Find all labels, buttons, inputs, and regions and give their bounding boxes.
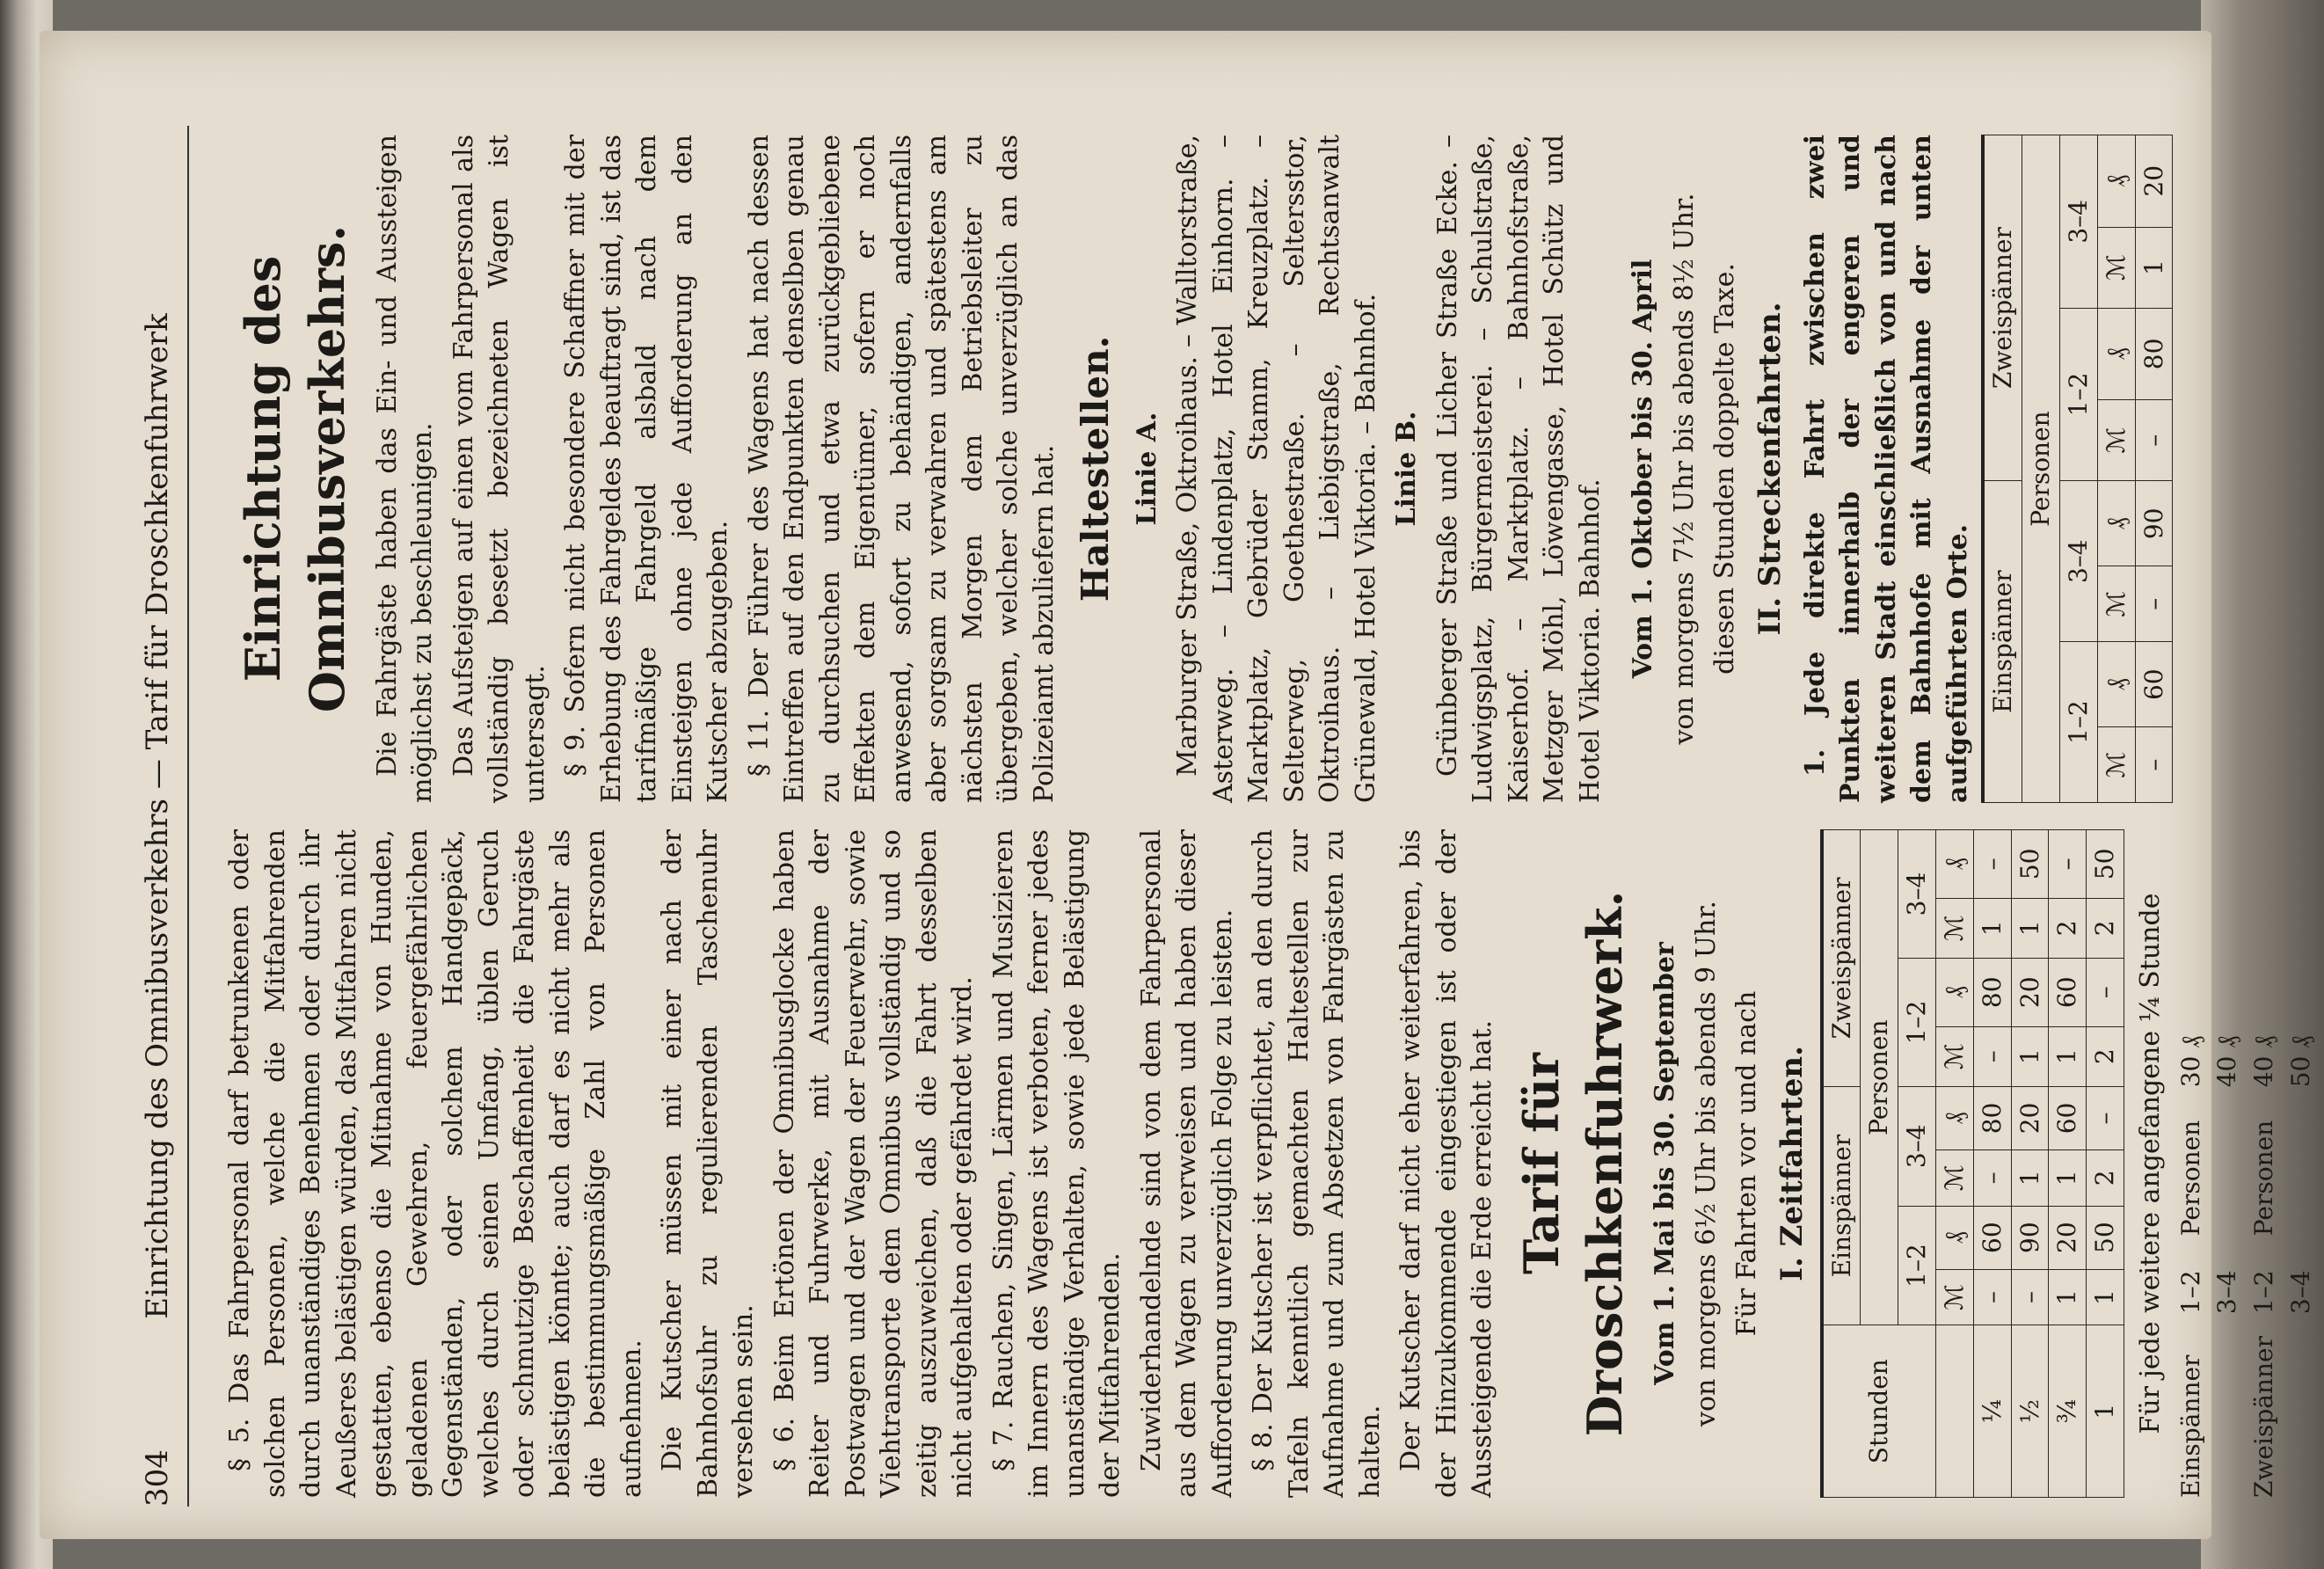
linie-a-heading: Linie A. (1131, 412, 1162, 526)
cell: 50 (2087, 830, 2124, 899)
paragraph-11: § 11. Der Führer des Wagens hat nach dessen Eintreffen auf den Endpunkten denselben genau zu durchsuchen und etwa zurückgebliebene Effekten dem Eigentümer, sofern er noch anwesend, sofort zu behändigen, andernfalls aber sorgsam zu verwahren und spätestens am nächsten Morgen dem Betriebsleiter zu übergeben, welcher solche unverzüglich an das Polizeiamt abzuliefern hat. (743, 135, 1060, 803)
cell: 1 (2011, 1026, 2049, 1086)
unit-pf: ₰ (2097, 642, 2135, 727)
cell: 1 (2135, 227, 2173, 308)
extra-rate-row (2284, 829, 2318, 1498)
paragraph-8: § 8. Der Kutscher ist verpflichtet, an den durch Tafeln kenntlich gemachten Haltestellen zur Aufnahme und zum Absetzen von Fahrgästen zu halten. (1248, 829, 1386, 1498)
cell: 2 (2087, 898, 2124, 958)
right-column (222, 135, 2182, 803)
col-einspaenner: Einspänner (1983, 481, 2022, 803)
paragraph-8b: Der Kutscher darf nicht eher weiterfahren, bis der Hinzukommende eingestiegen ist oder der Aussteigende die Erde erreicht hat. (1395, 829, 1497, 1498)
table-row (2011, 830, 2049, 1498)
cell: 20 (2011, 959, 2049, 1026)
col-zweispaenner: Zweispänner (1983, 135, 2022, 481)
cell: – (2011, 1269, 2049, 1325)
cell: 60 (2135, 642, 2173, 727)
cell: 90 (2011, 1206, 2049, 1269)
row-stunden: ¾ (2049, 1325, 2087, 1498)
grp-header: 3–4 (2059, 135, 2097, 309)
extra-quarter-title: Für jede weitere angefangene ¼ Stunde (2135, 893, 2167, 1434)
extra-pers: 3–4 (2212, 1270, 2242, 1315)
table-row (2049, 830, 2087, 1498)
cell: – (2087, 959, 2124, 1026)
grp-header: 3–4 (1898, 830, 1936, 959)
cell: 1 (1973, 898, 2011, 958)
table-row (2135, 135, 2173, 803)
grp-header: 1–2 (2059, 642, 2097, 803)
cell: 1 (2011, 898, 2049, 958)
cell: 1 (2049, 1269, 2087, 1325)
col-personen: Personen (2022, 135, 2060, 803)
extra-rate-row (2175, 829, 2208, 1498)
paragraph-6: § 6. Beim Ertönen der Omnibusglocke haben Reiter und Fuhrwerke, mit Ausnahme der Postwagen und der Wagen der Feuerwehr, sowie Viehtransporte dem Omnibus vollständig und so zeitig auszuweichen, daß die Fahrt desselben nicht aufgehalten oder gefährdet wird. (769, 829, 978, 1498)
section-zeitfahrten: I. Zeitfahrten. (1774, 1046, 1810, 1281)
row-stunden: ½ (2011, 1325, 2049, 1498)
extra-pers: 1–2 (2249, 1270, 2279, 1315)
cell: 60 (2049, 1086, 2087, 1149)
tarif-title: Tarif für Droschkenfuhrwerk. (1512, 890, 1634, 1437)
season-summer-hours: von morgens 6½ Uhr bis abends 9 Uhr. (1690, 901, 1722, 1427)
extra-pers: 3–4 (2285, 1270, 2315, 1315)
extra-personen: Personen (2175, 1120, 2205, 1237)
cell: – (2049, 830, 2087, 899)
cell: 60 (1973, 1206, 2011, 1269)
linie-b-stops: Grünberger Straße und Licher Straße Ecke. – Ludwigsplatz, Bürgermeisterei. – Schulstraße, Kaiserhof. – Marktplatz. – Bahnhofstraße, Metzger Möhl, Löwengasse, Hotel Schütz und Hotel Viktoria. Bahnhof. (1432, 135, 1606, 803)
unit-pf: ₰ (1936, 1086, 1974, 1149)
extra-amount: 30 ₰ (2175, 1035, 2205, 1088)
unit-mark: ℳ (1936, 1026, 1974, 1086)
left-column (222, 829, 2321, 1498)
grp-header: 1–2 (1898, 1206, 1936, 1325)
cell: 2 (2049, 898, 2087, 958)
page-number: 304 (140, 1449, 175, 1507)
extra-amount: 40 ₰ (2212, 1035, 2242, 1088)
unit-mark: ℳ (2097, 227, 2135, 308)
grp-header: 3–4 (1898, 1086, 1936, 1206)
unit-pf: ₰ (2097, 135, 2135, 228)
haltestellen-heading: Haltestellen. (1074, 335, 1118, 602)
zeitfahrten-table (1820, 829, 2124, 1498)
running-header (135, 126, 189, 1507)
cell: 60 (2049, 959, 2087, 1026)
streckenfahrten-table (1981, 135, 2173, 803)
paragraph-b: Das Aufsteigen auf einen vom Fahrpersonal als vollständig besetzt bezeichneten Wagen ist untersagt. (448, 135, 550, 803)
unit-pf: ₰ (1936, 959, 1974, 1026)
cell: – (2135, 727, 2173, 803)
rotated-page-content (91, 99, 2315, 1533)
unit-pf: ₰ (2097, 481, 2135, 566)
extra-amount: 50 ₰ (2285, 1035, 2315, 1088)
col-stunden: Stunden (1822, 1325, 1936, 1498)
unit-mark: ℳ (2097, 400, 2135, 481)
paragraph-streckenfahrt: 1. Jede direkte Fahrt zwischen zwei Punkten innerhalb der engeren und weiteren Stadt einschließlich von und nach dem Bahnhofe mit Ausnahme der unten aufgeführten Orte. (1799, 135, 1973, 803)
cell: – (2135, 400, 2173, 481)
cell: 80 (2135, 308, 2173, 399)
cell: – (1973, 1150, 2011, 1207)
row-stunden: ¼ (1973, 1325, 2011, 1498)
extra-rate-row (2248, 829, 2281, 1498)
linie-b-heading: Linie B. (1391, 411, 1423, 527)
extra-label: Einspänner (2175, 1354, 2205, 1498)
cell: 80 (1973, 959, 2011, 1026)
row-stunden: 1 (2087, 1325, 2124, 1498)
season-winter: Vom 1. Oktober bis 30. April (1628, 259, 1659, 679)
unit-mark: ℳ (1936, 898, 1974, 958)
unit-mark: ℳ (1936, 1150, 1974, 1207)
section-streckenfahrten: II. Streckenfahrten. (1752, 302, 1788, 636)
paragraph-7b: Zuwiderhandelnde sind von dem Fahrpersonal aus dem Wagen zu verweisen und haben dieser Aufforderung unverzüglich Folge zu leisten. (1135, 829, 1238, 1498)
unit-pf: ₰ (1936, 1206, 1974, 1269)
unit-mark: ℳ (2097, 727, 2135, 803)
cell: – (2135, 566, 2173, 642)
unit-pf: ₰ (2097, 308, 2135, 399)
season-winter-hours: von morgens 7½ Uhr bis abends 8½ Uhr. (1668, 193, 1700, 745)
book-page (40, 31, 2315, 1539)
paragraph-7: § 7. Rauchen, Singen, Lärmen und Musizieren im Innern des Wagens ist verboten, ferner jedes unanständige Verhalten, sowie jede Belästigung der Mitfahrenden. (987, 829, 1126, 1498)
cell: – (1973, 1269, 2011, 1325)
double-fare-note: Für Fahrten vor und nach (1731, 990, 1763, 1337)
extra-personen: Personen (2249, 1120, 2279, 1237)
extra-amount: 40 ₰ (2249, 1035, 2279, 1088)
cell: 2 (2087, 1026, 2124, 1086)
cell: 50 (2011, 830, 2049, 899)
paragraph-a: Die Fahrgäste haben das Ein- und Aussteigen möglichst zu beschleunigen. (371, 135, 439, 803)
table-row (1973, 830, 2011, 1498)
cell: 1 (2011, 1150, 2049, 1207)
cell: – (1973, 830, 2011, 899)
unit-mark: ℳ (1936, 1269, 1974, 1325)
col-personen: Personen (1861, 830, 1898, 1325)
cell: 20 (2011, 1086, 2049, 1149)
cell: 1 (2049, 1026, 2087, 1086)
cell: 20 (2049, 1206, 2087, 1269)
grp-header: 3–4 (2059, 481, 2097, 642)
extra-rate-row (2211, 829, 2244, 1498)
cell: 2 (2087, 1150, 2124, 1207)
grp-header: 1–2 (2059, 308, 2097, 481)
linie-a-stops: Marburger Straße, Oktroihaus. – Walltorstraße, Asterweg. – Lindenplatz, Hotel Einhorn. – Marktplatz, Gebrüder Stamm, Kreuzplatz. – Selterweg, Goethestraße. – Seltersstor, Oktroihaus. – Liebigstraße, Rechtsanwalt Grünewald, Hotel Viktoria. – Bahnhof. (1172, 135, 1381, 803)
cell: 1 (2049, 1150, 2087, 1207)
omnibus-title: Einrichtung des Omnibusverkehrs. (235, 224, 355, 713)
paragraph-9: § 9. Sofern nicht besondere Schaffner mit der Erhebung des Fahrgeldes beauftragt sind, ist das tarifmäßige Fahrgeld alsbald nach dem Einsteigen ohne jede Aufforderung an den Kutscher abzugeben. (560, 135, 734, 803)
running-title: Einrichtung des Omnibusverkehrs — Tarif für Droschkenfuhrwerk (140, 313, 175, 1319)
cell: 90 (2135, 481, 2173, 566)
col-zweispaenner: Zweispänner (1822, 830, 1861, 1087)
extra-pers: 1–2 (2175, 1270, 2205, 1315)
table-row (2087, 830, 2124, 1498)
cell: 1 (2087, 1269, 2124, 1325)
cell: 20 (2135, 135, 2173, 228)
cell: 50 (2087, 1206, 2124, 1269)
season-summer: Vom 1. Mai bis 30. September (1650, 942, 1681, 1385)
extra-label: Zweispänner (2249, 1336, 2279, 1498)
paragraph-5b: Die Kutscher müssen mit einer nach der Bahnhofsuhr zu regulierenden Taschenuhr versehen sein. (657, 829, 759, 1498)
cell: 80 (1973, 1086, 2011, 1149)
paragraph-5: § 5. Das Fahrpersonal darf betrunkenen oder solchen Personen, welche die Mitfahrenden durch unanständiges Benehmen oder durch ihr Aeußeres belästigen würden, das Mitfahren nicht gestatten, ebenso die Mitnahme von Hunden, geladenen Gewehren, feuergefährlichen Gegenständen, oder solchem Handgepäck, welches durch seinen Umfang, üblen Geruch oder schmutzige Beschaffenheit die Fahrgäste belästigen könnte; auch darf es nicht mehr als die bestimmungsmäßige Zahl von Personen aufnehmen. (224, 829, 647, 1498)
cell: – (1973, 1026, 2011, 1086)
unit-mark: ℳ (2097, 566, 2135, 642)
cell: – (2087, 1086, 2124, 1149)
double-fare-rest: diesen Stunden doppelte Taxe. (1709, 263, 1741, 675)
grp-header: 1–2 (1898, 959, 1936, 1087)
col-einspaenner: Einspänner (1822, 1086, 1861, 1325)
unit-pf: ₰ (1936, 830, 1974, 899)
